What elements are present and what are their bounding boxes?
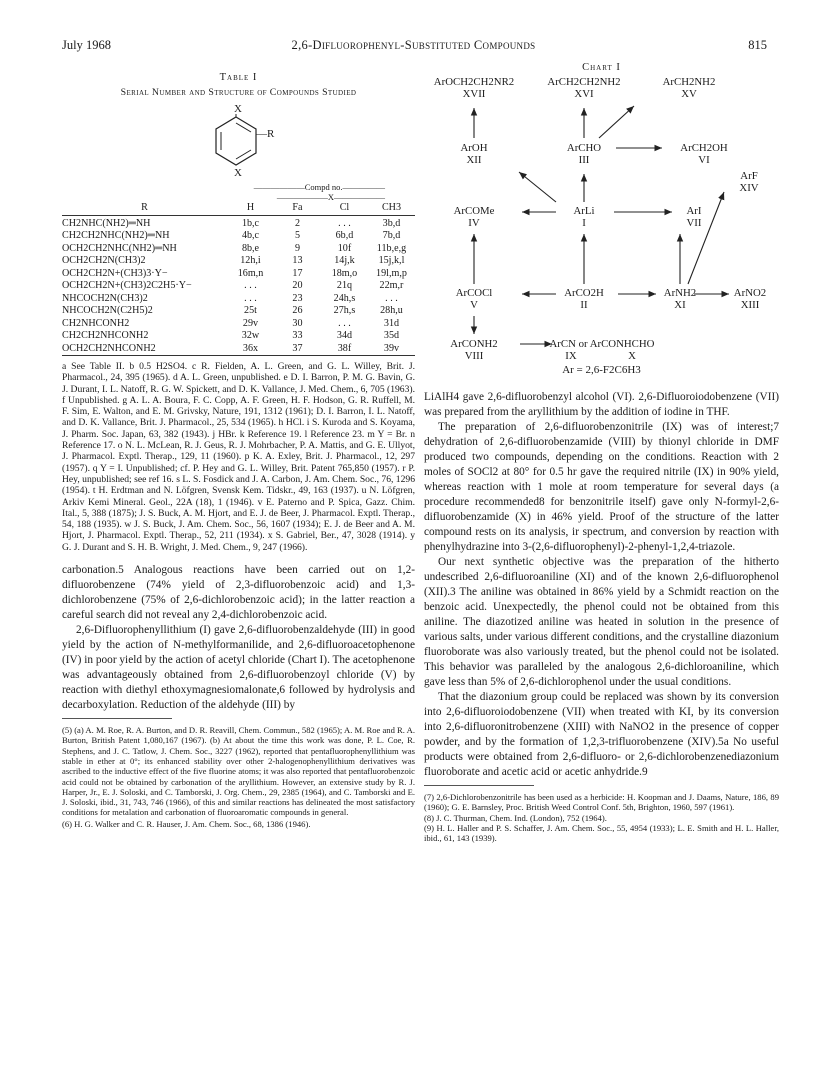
cell-compound-number: 21q <box>336 280 353 291</box>
table-header-row <box>62 202 415 215</box>
reaction-arrows <box>424 62 779 362</box>
benzene-ring-drawing <box>212 114 260 168</box>
cell-compound-number: 28h,u <box>380 305 403 316</box>
cell-compound-number: . . . <box>338 217 351 229</box>
cell-compound-number: 11b,e,g <box>376 242 407 254</box>
cell-compound-number: 17 <box>292 267 303 279</box>
cell-compound-number: 20 <box>292 280 303 291</box>
node-iii: ArCHO III <box>566 142 602 166</box>
footnote: (9) H. L. Haller and P. S. Schaffer, J. Am. Chem. Soc., 55, 4954 (1933); L. E. Smith and H. L. Haller, ibid., 61, 143 (1939). <box>424 822 779 844</box>
column-header: CH3 <box>381 202 402 213</box>
node-xv: ArCH2NH2 XV <box>662 76 716 100</box>
reaction-scheme <box>424 62 779 362</box>
cell-compound-number: . . . <box>244 292 257 304</box>
cell-compound-number: 16m,n <box>237 267 264 279</box>
cell-compound-number: 8b,e <box>241 242 260 254</box>
table-row <box>62 230 415 243</box>
body-paragraph: LiAlH4 gave 2,6-difluorobenzyl alcohol (VI). 2,6-Difluoroiodobenzene (VII) was prepared from the aryllithium by the addition of iodine in THF. <box>424 391 779 418</box>
ring-structure <box>62 100 415 182</box>
left-column <box>62 70 415 829</box>
cell-r-group: OCH2CH2N+(CH3)2C2H5·Y− <box>62 280 192 291</box>
running-title: 2,6-Difluorophenyl-Substituted Compounds <box>291 38 536 52</box>
footnote-separator <box>424 785 534 786</box>
table-row <box>62 280 415 293</box>
page-number: 815 <box>748 38 767 52</box>
cell-compound-number: 15j,k,l <box>378 255 405 266</box>
cell-compound-number: 7b,d <box>382 230 401 241</box>
cell-compound-number: 26 <box>292 305 303 316</box>
arrow-i-xii <box>519 172 556 202</box>
node-xiv: ArF XIV <box>739 170 759 194</box>
cell-r-group: CH2NHC(NH2)═NH <box>62 217 151 229</box>
cell-compound-number: 35d <box>383 330 400 341</box>
cell-compound-number: 9 <box>294 242 300 254</box>
table-row <box>62 330 415 343</box>
cell-compound-number: 25t <box>244 305 257 316</box>
table-row <box>62 305 415 318</box>
footnote: (8) J. C. Thurman, Chem. Ind. (London), 752 (1964). <box>424 812 607 823</box>
cell-compound-number: 27h,s <box>333 305 356 316</box>
footnote: (6) H. G. Walker and C. R. Hauser, J. Am. Chem. Soc., 68, 1386 (1946). <box>62 818 311 829</box>
column-header: Fa <box>292 202 303 213</box>
cell-compound-number: 29v <box>242 317 259 329</box>
cell-r-group: NHCOCH2N(CH3)2 <box>62 292 148 304</box>
body-paragraph: 2,6-Difluorophenyllithium (I) gave 2,6-difluorobenzaldehyde (III) in good yield by the action of N-methylformanilide, and 2,6-difluoroacetophenone (IV) in poor yield by the action of acetyl chloride (Chart I). The acetophenone was advantageously obtained from 2,6-difluorobenzoyl chloride (V) by reaction with diethyl ethoxymagnesiomalonate,6 followed by hydrolysis and decarboxylation. Reduction of the aldehyde (III) by <box>62 624 415 712</box>
cell-compound-number: 32w <box>241 330 260 341</box>
body-paragraph: That the diazonium group could be replaced was shown by its conversion into 2,6-difluoroiodobenzene (VII) when treated with KI, by its conversion into 2,6-difluoronitrobenzene (XIII) with NaNO2 in the presence of copper powder, and by the formation of 1,2,3-trifluorobenzene (XIV).5a No useful products were obtained from 2,6-difluoro- or 2,6-dichlorobenzenediazonium fluoroborate and acetic acid or acetic anhydride.9 <box>424 691 779 778</box>
node-i: ArLi I <box>573 205 595 229</box>
running-date: July 1968 <box>62 38 111 52</box>
node-ix-x: ArCN or ArCONHCHO <box>549 338 655 350</box>
cell-compound-number: 5 <box>294 230 300 241</box>
table-row <box>62 318 415 331</box>
cell-compound-number: 30 <box>292 317 303 329</box>
cell-compound-number: 34d <box>336 330 353 341</box>
table-row <box>62 218 415 231</box>
table-row <box>62 255 415 268</box>
cell-compound-number: 24h,s <box>333 292 356 304</box>
cell-compound-number: 6b,d <box>335 230 354 241</box>
cell-r-group: OCH2CH2NHCONH2 <box>62 342 156 354</box>
cell-r-group: CH2CH2NHC(NH2)═NH <box>62 230 170 241</box>
arrow-xi-xiv <box>688 192 724 284</box>
table-label: Table I <box>219 72 258 83</box>
node-v: ArCOCl V <box>455 287 493 311</box>
table-caption: Serial Number and Structure of Compounds Studied <box>120 87 357 98</box>
x-header: ——————X—————— <box>276 192 385 202</box>
column-header: R <box>141 202 148 213</box>
cell-compound-number: 3b,d <box>382 217 401 229</box>
node-x-label: X <box>628 350 636 362</box>
node-xii: ArOH XII <box>460 142 488 166</box>
footnote: (5) (a) A. M. Roe, R. A. Burton, and D. R. Reavill, Chem. Commun., 582 (1965); A. M. Roe and R. A. Burton, British Patent 1,080,167 (1967). (b) At about the time this work was done, P. L. Coe, R. Stephens, and J. C. Tatlow, J. Chem. Soc., 3227 (1962), reported that pentafluorophenyllithium was stable in ether at 0°; its enhanced stability over other 2-halogenophenyllithium derivatives was ascribed to the inductive effect of the five fluorine atoms; it was also reported that pentafluorobenzoic acid could not be obtained by carbonation of the aryllithium. However, an extensive study by R. J. Harper, Jr., E. J. Soloski, and C. Tamborski, J. Org. Chem., 29, 2385 (1964), and C. Tamborski and E. J. Soloski, ibid., 31, 743, 746 (1966), of this and similar reactions has delineated the most satisfactory conditions for metalation and carbonation of fluoroaromatic compounds in general. <box>62 725 415 818</box>
chart-footer: Ar = 2,6-F2C6H3 <box>562 364 641 376</box>
node-xi: ArNH2 XI <box>663 287 697 311</box>
column-header: H <box>246 202 255 213</box>
cell-compound-number: 1b,c <box>241 217 260 229</box>
cell-r-group: NHCOCH2N(C2H5)2 <box>62 305 153 316</box>
cell-compound-number: 33 <box>292 330 303 341</box>
x-top-label: X <box>234 103 242 115</box>
cell-compound-number: 19l,m,p <box>376 267 407 279</box>
chart-label: Chart I <box>582 62 621 73</box>
cell-compound-number: 12h,i <box>240 255 261 266</box>
arrow-iii-xv <box>599 106 634 138</box>
cell-r-group: OCH2CH2N(CH3)2 <box>62 255 146 266</box>
cell-r-group: OCH2CH2NHC(NH2)═NH <box>62 242 177 254</box>
r-label: —R <box>256 128 275 140</box>
table-row <box>62 293 415 306</box>
cell-compound-number: 4b,c <box>241 230 260 241</box>
node-iv: ArCOMe IV <box>453 205 495 229</box>
cell-r-group: OCH2CH2N+(CH3)3·Y− <box>62 267 168 279</box>
body-paragraph: carbonation.5 Analogous reactions have been carried out on 1,2-difluorobenzene (74% yield of 2,3-difluorobenzoic acid) and 1,3-dichlorobenzene (75% of 2,6-dichlorobenzoic acid); in the latter reaction a careful search did not reveal any 2,4-dichlorobenzoic acid. <box>62 564 415 622</box>
node-xiii: ArNO2 XIII <box>733 287 767 311</box>
cell-compound-number: 13 <box>292 255 303 266</box>
body-paragraph: The preparation of 2,6-difluorobenzonitrile (IX) was of interest;7 dehydration of 2,6-difluorobenzamide (VIII) by thionyl chloride in DMF produced two compounds, depending on the conditions. Reaction with 2 moles of SOCl2 at 80° for 0.5 hr gave the required nitrile (IX) in 90% yield, whereas reaction with 1 mole at room temperature for several days (a procedure recommended8 for benzonitrile itself) gave only N-formyl-2,6-difluorobenzamide (X) in 46% yield. Proof of the structure of the latter compound rests on its analysis, ir spectrum, and conversion by reaction with phenylhydrazine into 3-(2,6-difluorophenyl)-2-phenyl-1,2,4-triazole. <box>424 421 779 553</box>
right-column <box>424 390 779 843</box>
table-row <box>62 268 415 281</box>
node-xvii: ArOCH2CH2NR2 XVII <box>433 76 515 100</box>
cell-compound-number: 38f <box>337 342 352 354</box>
table-row <box>62 243 415 256</box>
cell-r-group: CH2NHCONH2 <box>62 317 130 329</box>
body-paragraph: Our next synthetic objective was the preparation of the hitherto undescribed 2,6-difluoroaniline (XI) and of the known 2,6-difluorophenol (XII).3 The aniline was obtained in 86% yield by a Schmidt reaction on the benzoic acid. Unexpectedly, the phenol could not be obtained from this aniline. The diazotized aniline was heated in solution in the presence of various salts, under various different conditions, and the crystalline diazonium fluoroborate was also variously treated, but the phenol could not be isolated. This behavior was paralleled by the analogous 2,6-dichloroaniline, which gave less than 5% of 2,6-dichlorophenol under the usual conditions. <box>424 556 779 688</box>
cell-r-group: CH2CH2NHCONH2 <box>62 330 149 341</box>
node-vii: ArI VII <box>686 205 702 229</box>
column-header: Cl <box>339 202 350 213</box>
table-row <box>62 343 415 356</box>
cell-compound-number: . . . <box>244 280 257 291</box>
cell-compound-number: 18m,o <box>331 267 358 279</box>
cell-compound-number: 22m,r <box>379 280 404 291</box>
table-footnotes: a See Table II. b 0.5 H2SO4. c R. Fielden, A. L. Green, and G. L. Willey, Brit. J. Pharmacol., 24, 395 (1965). d A. L. Green, unpublished. e D. I. Barron, P. M. G. Bavin, G. J. Durant, I. L. Natoff, R. G. W. Spickett, and D. K. Vallance, J. Med. Chem., 6, 705 (1963). f Unpublished. g A. L. A. Boura, F. C. Copp, A. F. Green, H. F. Hodson, G. R. Ruffell, M. F. Sim, E. Walton, and E. M. Grivsky, Nature, 191, 1312 (1961); D. I. Barron, I. L. Natoff, and D. K. Vallance, Brit. J. Pharmacol., 25, 534 (1965). h HCl. i S. Kuroda and S. Koyama, J. Pharm. Soc. Japan, 63, 382 (1943). j HBr. k Reference 19. l Reference 23. m Y = Br. n Reference 17. o N. L. McLean, R. J. Geus, R. J. Mohrbacher, P. A. Mattis, and G. E. Ullyot, J. Pharmacol. Exptl. Therap., 129, 11 (1960). p K. A. Exley, Brit. J. Pharmacol., 12, 297 (1957). q Y = I. Unpublished; cf. P. Hey and G. L. Willey, Brit. Patent 765,850 (1957). r P. Hey, unpublished; see ref 16. s L. S. Fosdick and J. A. Carbon, J. Am. Chem. Soc., 76, 1296 (1954). t H. Erdtman and N. Löfgren, Svensk Kem. Tidskr., 49, 163 (1937). u N. Löfgren, Arkiv Kemi Mineral. Geol., 22A (18), 1 (1946). v E. Paterno and P. Spica, Gazz. Chim. Ital., 5, 388 (1875); J. S. Buck, A. M. Hjort, and E. J. de Beer, J. Pharmacol. Exptl. Therap., 54, 188 (1935). w J. S. Buck, J. Am. Chem. Soc., 56, 1607 (1934); E. J. de Beer and A. M. Hjort, J. Pharmacol. Exptl. Therap., 52, 211 (1934). x S. Gabriel, Ber., 47, 3028 (1914). y G. J. Durant and S. H. B. Wright, J. Med. Chem., 9, 247 (1966). <box>62 361 415 553</box>
cell-compound-number: 14j,k <box>334 255 355 266</box>
node-ii: ArCO2H II <box>564 287 604 311</box>
cell-compound-number: 37 <box>292 342 303 354</box>
compound-table <box>62 202 415 218</box>
cell-compound-number: . . . <box>385 292 398 304</box>
cell-compound-number: 2 <box>294 217 300 229</box>
node-viii: ArCONH2 VIII <box>450 338 498 362</box>
cell-compound-number: 39v <box>383 342 400 354</box>
cell-compound-number: 23 <box>292 292 303 304</box>
cell-compound-number: 31d <box>383 317 400 329</box>
node-vi: ArCH2OH VI <box>680 142 728 166</box>
node-ix-label: IX <box>565 350 577 362</box>
compd-no-header: ——————Compd no.————— <box>253 182 385 192</box>
compound-table-body <box>62 218 415 359</box>
cell-compound-number: 36x <box>242 342 259 354</box>
node-xvi: ArCH2CH2NH2 XVI <box>547 76 621 100</box>
cell-compound-number: 10f <box>337 242 352 254</box>
x-bottom-label: X <box>234 167 242 179</box>
footnote-separator <box>62 718 172 719</box>
cell-compound-number: . . . <box>338 317 351 329</box>
footnote: (7) 2,6-Dichlorobenzonitrile has been used as a herbicide: H. Koopman and J. Daams, Nature, 186, 89 (1960); G. E. Barnsley, Proc. British Weed Control Conf. 5th, Brighton, 1960, 597 (1961). <box>424 792 779 813</box>
